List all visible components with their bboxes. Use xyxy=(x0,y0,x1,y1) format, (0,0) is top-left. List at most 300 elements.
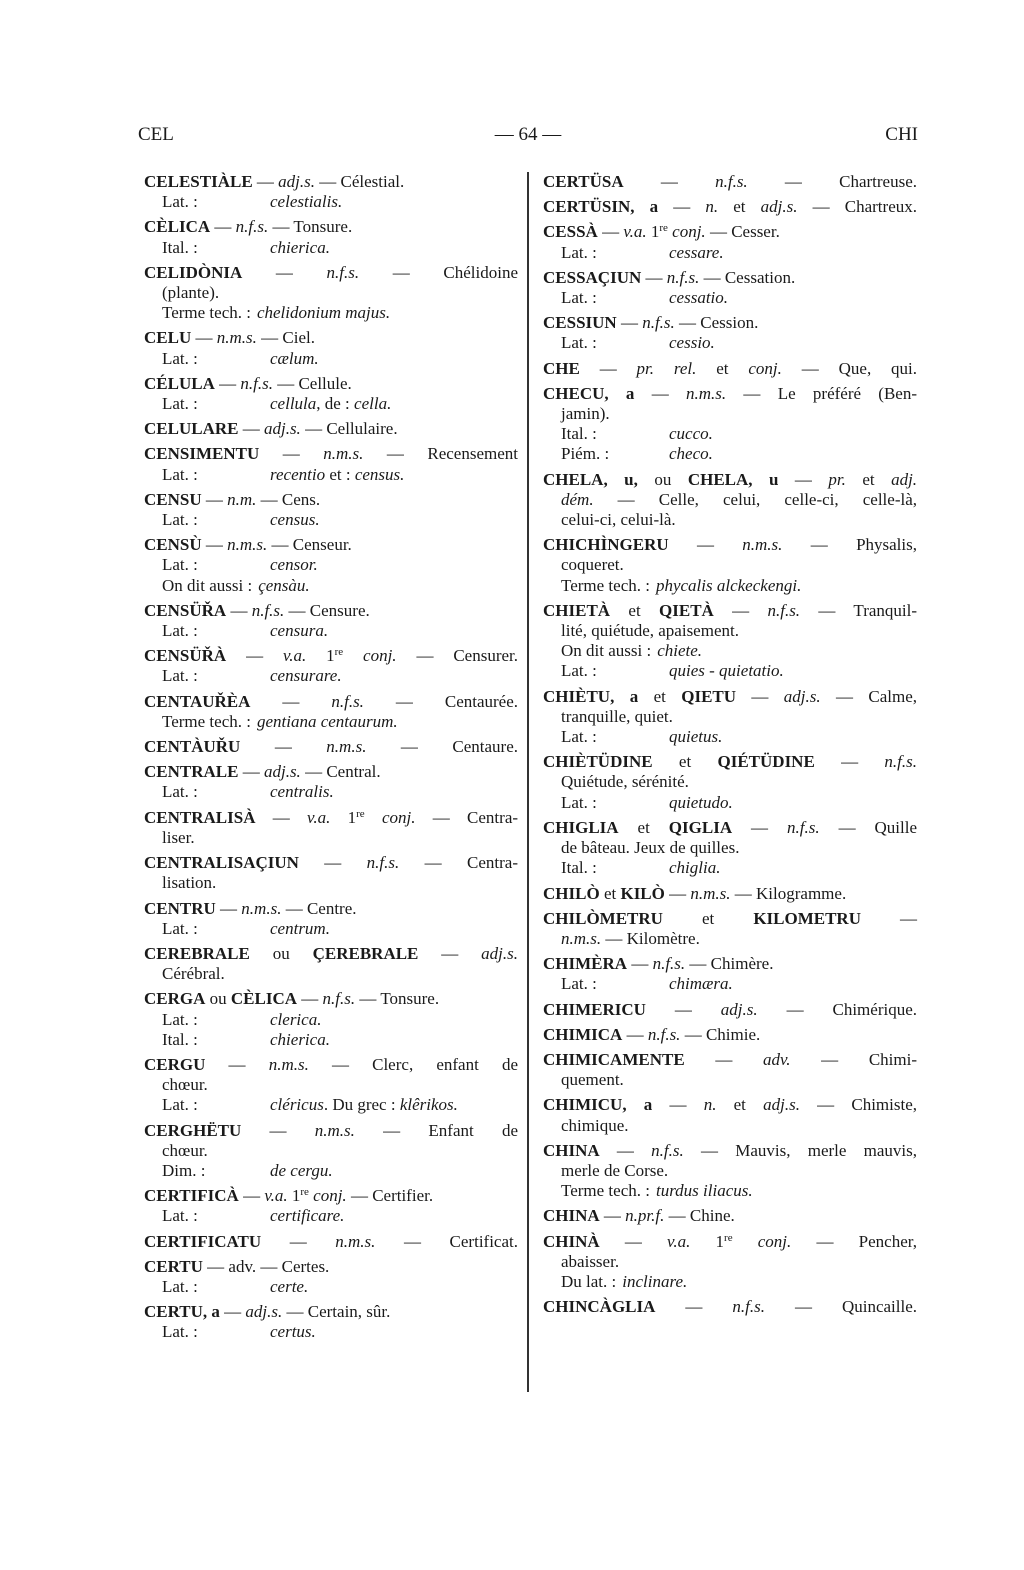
headword: CHINA xyxy=(543,1206,600,1226)
headword: CESSAÇIUN xyxy=(543,267,642,287)
headword: CERGA xyxy=(144,989,206,1009)
etymology-term: certificare. xyxy=(270,1206,345,1226)
etymology-value xyxy=(270,394,391,414)
headword: CHILÒ xyxy=(543,883,600,903)
headword: CHINA xyxy=(543,1140,600,1160)
headword-variant: CÈLICA xyxy=(230,989,298,1009)
definition: Censurer. xyxy=(453,646,518,666)
conjugation-ordinal: re xyxy=(724,1231,733,1244)
etymology-term: centrum. xyxy=(270,918,330,938)
dictionary-entry xyxy=(144,328,518,368)
headword: CENTRALE xyxy=(144,762,239,782)
definition-continuation: chimique. xyxy=(561,1115,629,1135)
headword: CENSIMENTU xyxy=(144,444,260,464)
entry-first-line: CERTÜSIN, a — n. et adj.s. — Chartreux. xyxy=(543,197,917,217)
grammar-tag: n.f.s. xyxy=(884,752,918,772)
entry-continuation xyxy=(543,707,917,727)
entry-first-line: CERTIFICÀ — v.a. 1re conj. — Certifier. xyxy=(144,1186,434,1206)
definition-continuation: lité, quiétude, apaisement. xyxy=(561,621,739,641)
headword: CENTRU xyxy=(144,898,216,918)
etymology-label: Piém. : xyxy=(561,444,610,464)
headword-variant: CHELA, u xyxy=(687,469,779,489)
etymology-line xyxy=(144,555,518,575)
etymology-term-2: census. xyxy=(354,464,405,484)
etymology-line xyxy=(144,303,518,323)
headword-joiner: et xyxy=(678,752,692,772)
headword: CERTÜSIN, a xyxy=(543,197,659,217)
etymology-term: certus. xyxy=(270,1322,316,1342)
definition-continuation: abaisser. xyxy=(561,1251,620,1271)
dictionary-entry xyxy=(543,384,917,465)
grammar-tag: adv. xyxy=(762,1049,791,1069)
headword: CEREBRALE xyxy=(144,943,250,963)
etymology-label: Lat. : xyxy=(162,1095,198,1115)
dictionary-entry xyxy=(543,222,917,262)
definition: Quille xyxy=(874,817,918,837)
dictionary-entry xyxy=(144,808,518,848)
definition: Centaurée. xyxy=(444,691,519,711)
headword: CENTRALISAÇIUN xyxy=(144,853,299,873)
conjugation-ordinal: re xyxy=(334,646,344,659)
grammar-tag: n.m.s. xyxy=(742,535,783,555)
entry-first-line: CESSIUN — n.f.s. — Cession. xyxy=(543,313,759,333)
etymology-value xyxy=(669,727,722,747)
etymology-label: Lat. : xyxy=(162,1276,198,1296)
grammar-joiner: et xyxy=(733,1095,746,1115)
dictionary-entry xyxy=(543,1232,917,1293)
etymology-value xyxy=(270,510,320,530)
etymology-term: chimæra. xyxy=(669,974,733,994)
entry-first-line: CHIMICU, a — n. et adj.s. — Chimiste, xyxy=(543,1095,918,1115)
etymology-line xyxy=(144,621,518,641)
entry-first-line: CHELA, u, ou CHELA, u — pr. et adj. xyxy=(543,469,918,489)
etymology-line xyxy=(144,238,518,258)
definition-continuation: coqueret. xyxy=(561,555,624,575)
etymology-line xyxy=(144,394,518,414)
etymology-line xyxy=(543,661,917,681)
grammar-tag: adj.s. xyxy=(720,999,758,1019)
definition: Cessation. xyxy=(724,267,796,287)
etymology-line xyxy=(543,288,917,308)
dictionary-entry xyxy=(543,313,917,353)
etymology-term: turdus iliacus. xyxy=(655,1181,753,1201)
etymology-term: inclinare. xyxy=(622,1271,688,1291)
definition: Certain, sûr. xyxy=(307,1302,391,1322)
grammar-tag: n.f.s. xyxy=(322,989,356,1009)
grammar-tag: n.m.s. xyxy=(685,383,727,403)
dictionary-entry xyxy=(543,1025,917,1045)
entry-first-line: CHICHÌNGERU — n.m.s. — Physalis, xyxy=(543,535,917,555)
definition: Ciel. xyxy=(282,328,315,348)
etymology-term: chierica. xyxy=(270,1029,330,1049)
grammar-tag: n.pr.f. xyxy=(625,1206,665,1226)
entry-first-line: CEREBRALE ou ÇEREBRALE — adj.s. xyxy=(144,943,519,963)
headword: CHIMERICU xyxy=(543,999,646,1019)
entry-first-line: CHINA — n.f.s. — Mauvis, merle mauvis, xyxy=(543,1140,918,1160)
definition-continuation: de bâteau. Jeux de quilles. xyxy=(561,838,740,858)
headword: CENSÙ xyxy=(144,535,202,555)
etymology-label: Lat. : xyxy=(162,1009,198,1029)
headword-variant: QIETÀ xyxy=(659,600,714,620)
dictionary-entry xyxy=(144,989,518,1050)
headword: CHIÈTU, a xyxy=(543,686,639,706)
etymology-value xyxy=(270,1010,321,1030)
grammar-tag: adj.s. xyxy=(783,686,821,706)
dictionary-entry xyxy=(543,687,917,748)
grammar-joiner: et xyxy=(716,358,729,378)
dictionary-entry xyxy=(543,954,917,994)
grammar-tag: pr. rel. xyxy=(636,358,697,378)
etymology-value xyxy=(270,238,330,258)
grammar-tag: adj.s. xyxy=(245,1302,283,1322)
entry-first-line: CÉLULA — n.f.s. — Cellule. xyxy=(144,373,352,393)
etymology-line xyxy=(543,858,917,878)
etymology-label: Terme tech. : xyxy=(162,303,251,323)
headword: CELULARE xyxy=(144,419,239,439)
headword: CELU xyxy=(144,328,192,348)
etymology-value xyxy=(656,576,801,596)
entry-first-line: CHE — pr. rel. et conj. — Que, qui. xyxy=(543,358,918,378)
headword: CÈLICA xyxy=(144,217,211,237)
etymology-value xyxy=(270,621,328,641)
entry-first-line: CERTU — adv. — Certes. xyxy=(144,1256,330,1276)
etymology-term: recentio xyxy=(270,464,326,484)
etymology-label: Lat. : xyxy=(162,394,198,414)
grammar-tag: n. xyxy=(705,197,719,217)
definition: Cesser. xyxy=(731,222,780,242)
entry-first-line: CERTU, a — adj.s. — Certain, sûr. xyxy=(144,1302,391,1322)
etymology-value xyxy=(270,1030,330,1050)
etymology-value xyxy=(270,1277,308,1297)
dictionary-entry xyxy=(543,884,917,904)
entry-first-line: CENSÜŘÀ — v.a. 1re conj. — Censurer. xyxy=(144,646,518,666)
dictionary-entry xyxy=(144,419,518,439)
etymology-term: cessio. xyxy=(669,333,715,353)
etymology-value xyxy=(669,793,733,813)
grammar-tag: n.f.s. xyxy=(767,600,801,620)
grammar-continuation: n.m.s. xyxy=(561,928,602,948)
etymology-label: Terme tech. : xyxy=(561,575,650,595)
etymology-line xyxy=(543,793,917,813)
conjugation-ordinal: re xyxy=(659,222,668,235)
grammar-tag: n.f.s. xyxy=(251,600,285,620)
grammar-tag: n.m.s. xyxy=(314,1120,355,1140)
entry-continuation xyxy=(144,283,518,303)
etymology-value xyxy=(258,576,309,596)
etymology-term: cellula xyxy=(270,394,317,414)
entry-first-line: CHILÒ et KILÒ — n.m.s. — Kilogramme. xyxy=(543,883,847,903)
etymology-term: cucco. xyxy=(669,424,713,444)
entry-first-line: CENTRALE — adj.s. — Central. xyxy=(144,762,381,782)
dictionary-entry xyxy=(144,535,518,596)
etymology-term: quietudo. xyxy=(669,792,733,812)
definition: Centra- xyxy=(467,853,518,873)
definition: Cellulaire. xyxy=(326,419,398,439)
headword: CENSU xyxy=(144,489,202,509)
headword: CELESTIÀLE xyxy=(144,172,253,191)
definition-continuation: liser. xyxy=(162,827,195,847)
etymology-term: censurare. xyxy=(270,666,342,686)
etymology-term: çensàu. xyxy=(258,575,310,595)
definition: Tonsure. xyxy=(380,989,440,1009)
etymology-line xyxy=(543,974,917,994)
entry-first-line: CHECU, a — n.m.s. — Le préféré (Ben- xyxy=(543,383,918,403)
etymology-term: centralis. xyxy=(270,782,334,802)
etymology-line xyxy=(144,1161,518,1181)
entry-continuation xyxy=(543,555,917,575)
headword: CHIMICA xyxy=(543,1024,623,1044)
definition: Tonsure. xyxy=(293,217,353,237)
grammar-tag-2: conj. xyxy=(748,358,782,378)
definition: Certificat. xyxy=(449,1231,518,1251)
etymology-line xyxy=(144,782,518,802)
definition: Cellule. xyxy=(298,373,352,393)
definition: Quincaille. xyxy=(841,1297,917,1317)
etymology-label: Lat. : xyxy=(162,1322,198,1342)
definition: Chartreuse. xyxy=(839,172,918,191)
dictionary-entry xyxy=(144,1121,518,1182)
conjugation-number: 1 xyxy=(326,646,335,666)
conjugation-number: 1 xyxy=(650,222,660,242)
headword: CERGHËTU xyxy=(144,1120,242,1140)
headword-joiner: ou xyxy=(209,989,227,1009)
entry-continuation: n.m.s. — Kilomètre. xyxy=(561,928,700,948)
grammar-tag-2: adj.s. xyxy=(760,197,798,217)
dictionary-entry xyxy=(543,197,917,217)
headword: CESSIUN xyxy=(543,313,617,333)
etymology-line xyxy=(144,1030,518,1050)
grammar-tag: n.f.s. xyxy=(666,267,700,287)
definition: Calme, xyxy=(868,686,918,706)
dictionary-entry xyxy=(144,737,518,757)
headword: CERTU, a xyxy=(144,1302,220,1322)
etymology-label: Ital. : xyxy=(561,424,597,444)
grammar-tag: n.f.s. xyxy=(715,172,748,191)
headword: CHILÒMETRU xyxy=(543,908,663,928)
entry-first-line: CHIMÈRA — n.f.s. — Chimère. xyxy=(543,954,774,974)
entry-continuation xyxy=(543,510,917,530)
etymology-line xyxy=(543,424,917,444)
entry-continuation xyxy=(144,873,518,893)
etymology-value xyxy=(270,1206,344,1226)
etymology-term: census. xyxy=(270,510,320,530)
dictionary-entry xyxy=(144,444,518,484)
definition: Kilogramme. xyxy=(756,883,847,903)
headword: CHIETÀ xyxy=(543,600,611,620)
entry-continuation xyxy=(543,621,917,641)
etymology-joiner: . Du grec : xyxy=(323,1095,400,1115)
entry-first-line: CHINCÀGLIA — n.f.s. — Quincaille. xyxy=(543,1297,917,1317)
definition: Que, qui. xyxy=(838,358,918,378)
etymology-term: clerica. xyxy=(270,1009,322,1029)
definition-continuation: lisation. xyxy=(162,873,217,893)
etymology-line xyxy=(543,243,917,263)
entry-first-line: CERGU — n.m.s. — Clerc, enfant de xyxy=(144,1054,518,1074)
grammar-tag: adj.s. xyxy=(263,762,301,782)
definition: Censure. xyxy=(309,600,370,620)
etymology-label: Lat. : xyxy=(162,782,198,802)
etymology-value xyxy=(270,782,334,802)
definition: Certifier. xyxy=(372,1186,434,1206)
entry-first-line: CELULARE — adj.s. — Cellulaire. xyxy=(144,419,398,439)
definition: Physalis, xyxy=(856,535,917,555)
entry-continuation xyxy=(543,1252,917,1272)
definition-continuation: chœur. xyxy=(162,1075,208,1095)
entry-continuation xyxy=(543,1116,917,1136)
etymology-label: Lat. : xyxy=(561,792,597,812)
etymology-label: Lat. : xyxy=(162,666,198,686)
headword: CHE xyxy=(543,358,580,378)
headword-variant: QIETU xyxy=(681,686,737,706)
etymology-term: cléricus xyxy=(270,1095,324,1115)
etymology-value xyxy=(669,858,720,878)
definition: Clerc, enfant de xyxy=(372,1054,518,1074)
entry-continuation xyxy=(144,828,518,848)
headword: CHINCÀGLIA xyxy=(543,1297,656,1317)
grammar-tag: v.a. xyxy=(667,1231,691,1251)
definition: Cession. xyxy=(700,313,759,333)
etymology-label: Ital. : xyxy=(561,858,597,878)
etymology-value xyxy=(257,303,390,323)
grammar-tag: n.f.s. xyxy=(366,853,400,873)
running-header xyxy=(138,124,918,154)
entry-first-line: CENTRALISAÇIUN — n.f.s. — Centra- xyxy=(144,853,518,873)
etymology-line xyxy=(144,1277,518,1297)
grammar-tag: n.m.s. xyxy=(326,737,367,757)
conjugation-number: 1 xyxy=(715,1231,725,1251)
definition: Chimère. xyxy=(710,954,774,974)
headword: CÉLULA xyxy=(144,373,215,393)
dictionary-entry xyxy=(543,1206,917,1226)
grammar-tag: n.f.s. xyxy=(326,262,360,282)
etymology-label: Lat. : xyxy=(561,242,597,262)
entry-first-line: CHIMICAMENTE — adv. — Chimi- xyxy=(543,1049,918,1069)
entry-first-line: CHINA — n.pr.f. — Chine. xyxy=(543,1206,735,1226)
etymology-line xyxy=(144,192,518,212)
entry-first-line: CESSÀ — v.a. 1re conj. — Cesser. xyxy=(543,222,780,242)
headword: CERTIFICATU xyxy=(144,1231,262,1251)
definition-continuation: tranquille, quiet. xyxy=(561,706,673,726)
dictionary-entry xyxy=(543,752,917,813)
definition: Chimie. xyxy=(705,1024,761,1044)
etymology-line xyxy=(543,333,917,353)
headword-joiner: et xyxy=(702,908,715,928)
definition-continuation: jamin). xyxy=(561,404,610,424)
entry-continuation xyxy=(543,772,917,792)
dictionary-entry xyxy=(144,1257,518,1297)
dictionary-entry xyxy=(144,1055,518,1116)
entry-continuation xyxy=(543,838,917,858)
etymology-term: cessatio. xyxy=(669,288,729,308)
headword-joiner: ou xyxy=(272,943,290,963)
grammar-tag-2: conj. xyxy=(363,646,397,666)
definition: Central. xyxy=(326,762,381,782)
etymology-label: Lat. : xyxy=(162,510,198,530)
headword: CHINÀ xyxy=(543,1231,600,1251)
dictionary-entry xyxy=(543,1297,917,1317)
entry-continuation xyxy=(543,1161,917,1181)
grammar-tag: v.a. xyxy=(282,646,307,666)
etymology-value xyxy=(270,555,318,575)
grammar-tag: adj.s. xyxy=(481,943,519,963)
entry-first-line: CERGHËTU — n.m.s. — Enfant de xyxy=(144,1120,519,1140)
headword-joiner: et xyxy=(637,817,650,837)
dictionary-entry xyxy=(144,853,518,893)
etymology-value xyxy=(270,465,404,485)
entry-first-line: CHILÒMETRU et KILOMETRU — xyxy=(543,908,918,928)
etymology-label: Lat. : xyxy=(162,192,198,212)
etymology-label: Lat. : xyxy=(162,348,198,368)
dictionary-entry xyxy=(543,818,917,879)
etymology-term: chierica. xyxy=(270,237,330,257)
dictionary-entry xyxy=(543,470,917,531)
headword: CERTIFICÀ xyxy=(144,1186,239,1206)
etymology-value xyxy=(669,333,715,353)
grammar-tag-2: adj.s. xyxy=(763,1095,800,1115)
etymology-line xyxy=(144,465,518,485)
etymology-label: Du lat. : xyxy=(561,1271,617,1291)
entry-first-line: CHIMICA — n.f.s. — Chimie. xyxy=(543,1024,761,1044)
grammar-tag: n.m.s. xyxy=(268,1054,309,1074)
etymology-term: chiglia. xyxy=(669,858,721,878)
grammar-tag: adj.s. xyxy=(278,172,316,191)
definition: Pencher, xyxy=(858,1231,917,1251)
etymology-label: Lat. : xyxy=(162,918,198,938)
entry-first-line: CELU — n.m.s. — Ciel. xyxy=(144,328,315,348)
headword: CHICHÌNGERU xyxy=(543,535,669,555)
headword: CENSÜŘA xyxy=(144,600,227,620)
etymology-line xyxy=(144,349,518,369)
entry-first-line: CENTÀUŘU — n.m.s. — Centaure. xyxy=(144,737,519,757)
definition: Tranquil- xyxy=(853,600,918,620)
definition: Censeur. xyxy=(292,535,352,555)
entry-first-line: CHIMERICU — adj.s. — Chimérique. xyxy=(543,999,917,1019)
etymology-line xyxy=(144,1010,518,1030)
definition: Chimérique. xyxy=(832,999,917,1019)
definition: Chartreux. xyxy=(844,197,917,217)
etymology-label: On dit aussi : xyxy=(561,641,652,661)
grammar-tag: n. xyxy=(703,1095,717,1115)
definition-continuation: (plante). xyxy=(162,283,220,303)
headword: CERTU xyxy=(144,1256,203,1276)
grammar-tag: n.f.s. xyxy=(651,1140,684,1160)
page-number: — 64 — xyxy=(494,124,562,145)
headword: CERGU xyxy=(144,1054,206,1074)
entry-first-line: CERTIFICATU — n.m.s. — Certificat. xyxy=(144,1231,518,1251)
etymology-label: Lat. : xyxy=(561,333,597,353)
dictionary-entry xyxy=(144,1302,518,1342)
etymology-label: Lat. : xyxy=(162,1206,198,1226)
headword: CHIGLIA xyxy=(543,817,619,837)
dictionary-entry xyxy=(543,1050,917,1090)
definition-continuation: merle de Corse. xyxy=(561,1160,669,1180)
grammar-tag: n.m. xyxy=(227,489,257,509)
headword-variant: QIGLIA xyxy=(668,817,733,837)
entry-continuation xyxy=(543,1070,917,1090)
definition-continuation: celui-ci, celui-là. xyxy=(561,510,676,530)
headword: CENTRALISÀ xyxy=(144,807,256,827)
grammar-tag: n.m.s. xyxy=(323,444,364,464)
grammar-tag: n.m.s. xyxy=(335,1231,376,1251)
entry-first-line: CHIÈTU, a et QIETU — adj.s. — Calme, xyxy=(543,686,918,706)
conjugation-number: 1 xyxy=(291,1186,301,1206)
headword-joiner: et xyxy=(603,883,617,903)
grammar-tag: adv. xyxy=(228,1256,257,1276)
grammar-tag-2: conj. xyxy=(672,222,706,242)
headword: CHIÈTÜDINE xyxy=(543,752,653,772)
dictionary-entry xyxy=(144,899,518,939)
headword: CENTÀUŘU xyxy=(144,737,241,757)
